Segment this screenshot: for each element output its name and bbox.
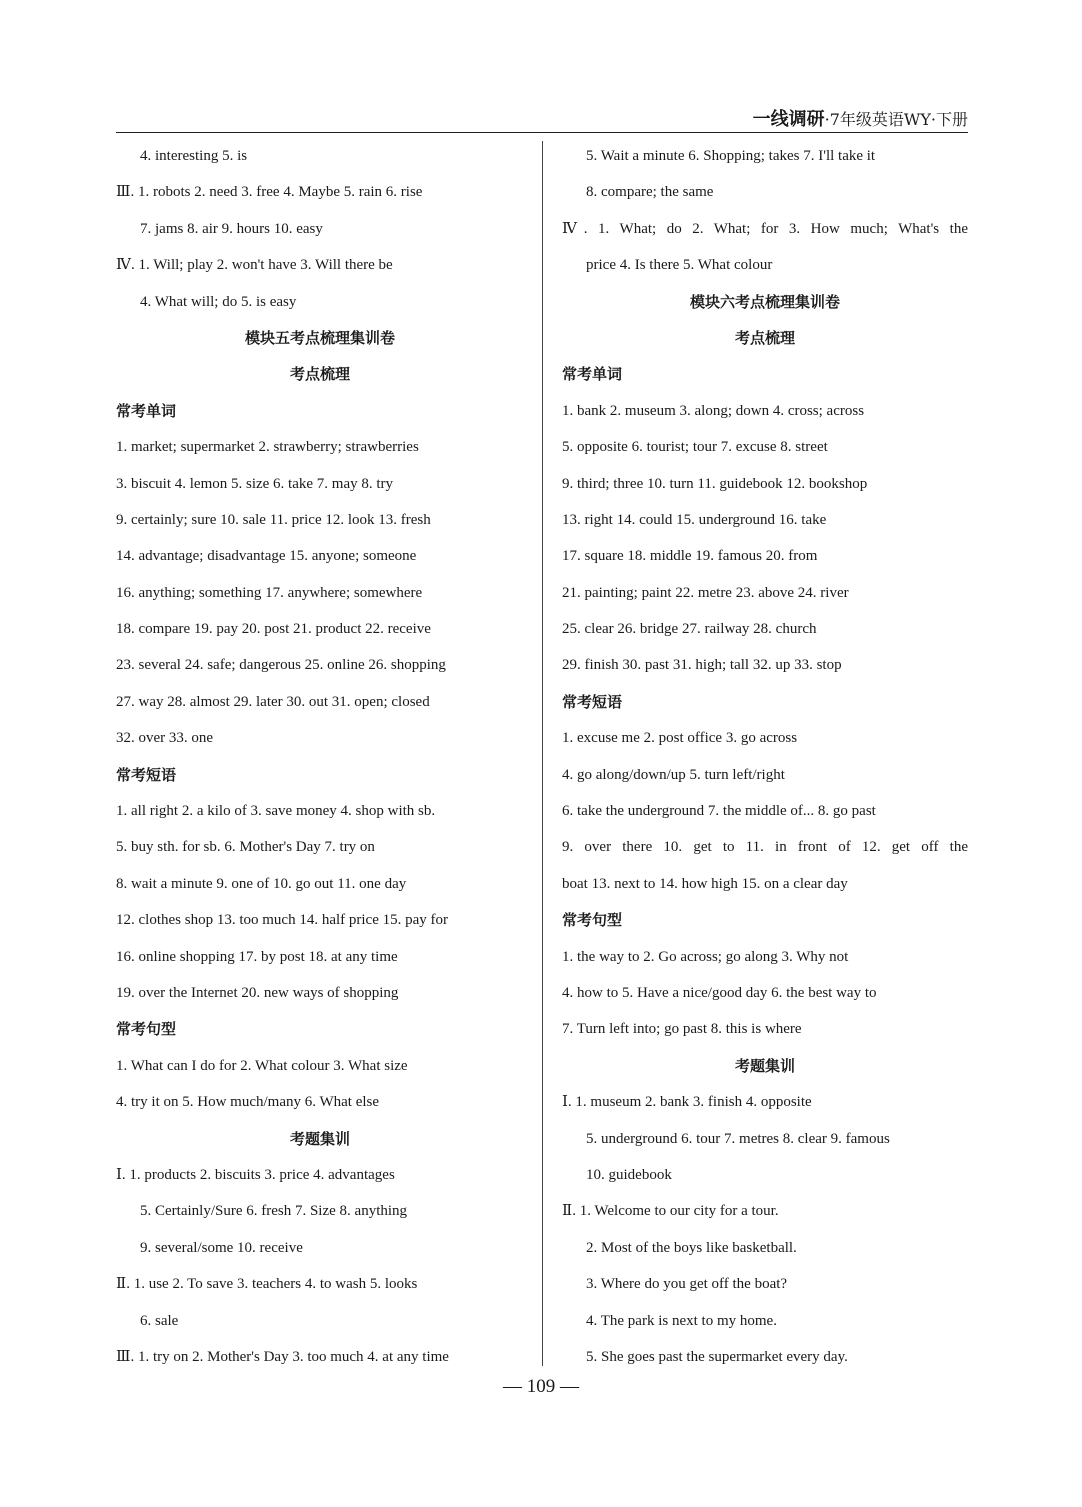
answer-line: Ⅱ. 1. Welcome to our city for a tour. (562, 1203, 779, 1220)
page-number: — 109 — (503, 1376, 579, 1397)
page-header (116, 108, 968, 133)
left-column (116, 138, 524, 1375)
answer-line: 4. go along/down/up 5. turn left/right (562, 766, 785, 783)
header-brand: 一线调研 (752, 109, 825, 130)
section-title: 模块六考点梳理集训卷 (689, 292, 840, 311)
answer-line: Ⅲ. 1. robots 2. need 3. free 4. Maybe 5. rain 6. rise (116, 184, 423, 201)
answer-line: 1. What can I do for 2. What colour 3. What size (116, 1057, 408, 1074)
answer-line: 5. buy sth. for sb. 6. Mother's Day 7. try on (116, 839, 375, 856)
subsection-title: 常考短语 (562, 692, 623, 711)
answer-line: 6. sale (140, 1312, 179, 1329)
answer-line: 2. Most of the boys like basketball. (586, 1239, 797, 1256)
subsection-title: 常考句型 (116, 1020, 177, 1039)
answer-line: price 4. Is there 5. What colour (586, 257, 773, 274)
answer-line: Ⅰ. 1. products 2. biscuits 3. price 4. advantages (116, 1166, 395, 1183)
answer-line: 5. Wait a minute 6. Shopping; takes 7. I'll take it (586, 148, 876, 164)
answer-line: 9. over there 10. get to 11. in front of 12. get off the (562, 839, 968, 856)
answer-line: 7. Turn left into; go past 8. this is where (562, 1021, 802, 1038)
answer-line: Ⅱ. 1. use 2. To save 3. teachers 4. to wash 5. looks (116, 1276, 418, 1293)
answer-line: 1. the way to 2. Go across; go along 3. Why not (562, 948, 849, 965)
subsection-title: 常考单词 (116, 401, 177, 420)
subsection-title: 常考单词 (562, 365, 623, 384)
answer-line: 27. way 28. almost 29. later 30. out 31. open; closed (116, 693, 430, 710)
answer-line: 14. advantage; disadvantage 15. anyone; someone (116, 548, 417, 565)
answer-line: Ⅲ. 1. try on 2. Mother's Day 3. too much 4. at any time (116, 1348, 449, 1365)
column-divider (542, 141, 543, 1366)
answer-line: 5. opposite 6. tourist; tour 7. excuse 8. street (562, 439, 828, 456)
section-title: 考题集训 (734, 1056, 795, 1075)
answer-line: 9. third; three 10. turn 11. guidebook 12. bookshop (562, 475, 868, 492)
section-title: 模块五考点梳理集训卷 (244, 328, 395, 347)
answer-line: 13. right 14. could 15. underground 16. take (562, 511, 827, 528)
answer-line: 25. clear 26. bridge 27. railway 28. church (562, 621, 817, 638)
answer-line: 1. all right 2. a kilo of 3. save money 4. shop with sb. (116, 803, 436, 820)
answer-line: 6. take the underground 7. the middle of... 8. go past (562, 803, 876, 820)
answer-line: 7. jams 8. air 9. hours 10. easy (140, 220, 323, 237)
subsection-title: 常考短语 (116, 765, 177, 784)
right-column (562, 138, 968, 1375)
answer-line: 9. certainly; sure 10. sale 11. price 12. look 13. fresh (116, 511, 431, 528)
answer-line: 1. bank 2. museum 3. along; down 4. cross; across (562, 402, 865, 419)
section-title: 考点梳理 (289, 365, 350, 384)
answer-line: 9. several/some 10. receive (140, 1239, 303, 1256)
answer-line: 5. She goes past the supermarket every day. (586, 1348, 848, 1365)
answer-line: 17. square 18. middle 19. famous 20. from (562, 548, 818, 565)
section-title: 考点梳理 (734, 328, 795, 347)
answer-line: 8. wait a minute 9. one of 10. go out 11. one day (116, 875, 407, 892)
answer-line: boat 13. next to 14. how high 15. on a clear day (562, 875, 848, 892)
answer-line: 4. What will; do 5. is easy (140, 293, 297, 310)
header-subtitle: ·7年级英语WY·下册 (824, 110, 968, 129)
answer-line: 21. painting; paint 22. metre 23. above 24. river (562, 584, 849, 601)
answer-line: 5. underground 6. tour 7. metres 8. clear 9. famous (586, 1130, 890, 1147)
answer-line: 4. interesting 5. is (140, 148, 248, 164)
answer-line: 4. how to 5. Have a nice/good day 6. the best way to (562, 984, 877, 1001)
answer-line: 12. clothes shop 13. too much 14. half price 15. pay for (116, 912, 449, 929)
answer-line: 1. market; supermarket 2. strawberry; strawberries (116, 439, 419, 456)
answer-line: 29. finish 30. past 31. high; tall 32. up 33. stop (562, 657, 842, 674)
answer-line: 23. several 24. safe; dangerous 25. online 26. shopping (116, 657, 446, 674)
answer-line: 16. anything; something 17. anywhere; somewhere (116, 584, 423, 601)
section-title: 考题集训 (289, 1129, 350, 1148)
answer-line: 4. try it on 5. How much/many 6. What else (116, 1094, 380, 1111)
answer-line: 3. Where do you get off the boat? (586, 1276, 788, 1293)
answer-line: Ⅰ. 1. museum 2. bank 3. finish 4. opposite (562, 1094, 812, 1111)
answer-line: 32. over 33. one (116, 730, 214, 747)
answer-line: 18. compare 19. pay 20. post 21. product 22. receive (116, 621, 431, 638)
answer-line: Ⅳ. 1. Will; play 2. won't have 3. Will there be (116, 257, 393, 274)
answer-line: 4. The park is next to my home. (586, 1312, 777, 1329)
answer-line: 3. biscuit 4. lemon 5. size 6. take 7. may 8. try (116, 475, 394, 492)
subsection-title: 常考句型 (562, 911, 623, 930)
answer-line: Ⅳ. 1. What; do 2. What; for 3. How much; What's the (562, 220, 968, 237)
answer-line: 5. Certainly/Sure 6. fresh 7. Size 8. anything (140, 1203, 408, 1220)
answer-line: 1. excuse me 2. post office 3. go across (562, 730, 798, 747)
answer-line: 16. online shopping 17. by post 18. at any time (116, 948, 398, 965)
answer-line: 19. over the Internet 20. new ways of shopping (116, 984, 399, 1001)
answer-line: 8. compare; the same (586, 184, 714, 201)
answer-line: 10. guidebook (586, 1166, 672, 1183)
